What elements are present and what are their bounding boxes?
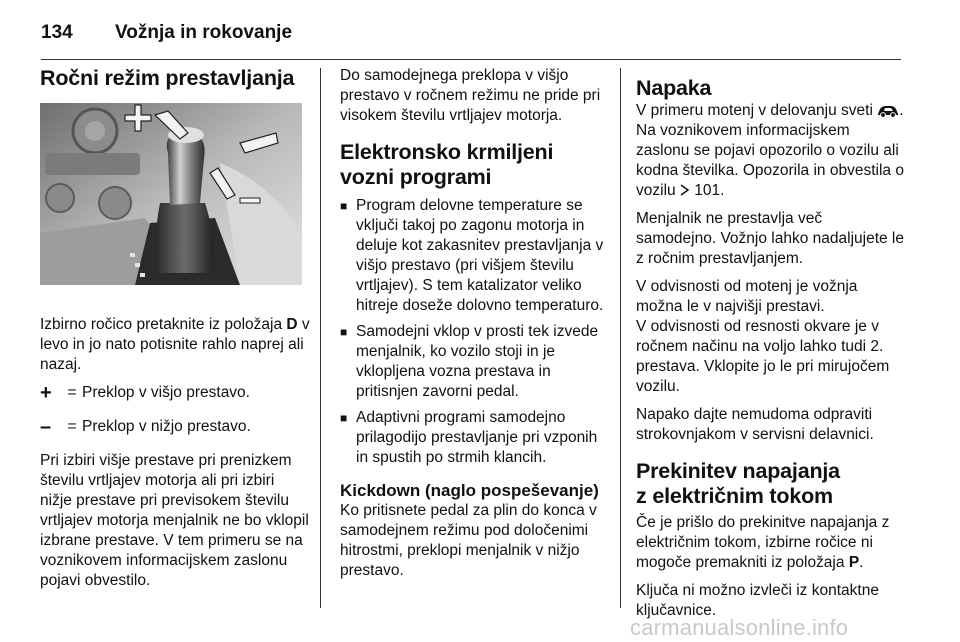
header-rule bbox=[41, 59, 901, 60]
position-p: P bbox=[848, 554, 860, 571]
service-paragraph: Napako dajte nemudoma odpraviti strokovnjakom v servisni delavnici. bbox=[636, 406, 874, 443]
column-divider-1 bbox=[320, 68, 321, 608]
list-item: ■ Samodejni vklop v prosti tek izvede menjalnik, ko vozilo stoji in je vklopljena vozna prestava in pritisnjen zavorni pedal. bbox=[340, 322, 608, 402]
manual-mode-heading: Ročni režim prestavljanja bbox=[40, 66, 295, 90]
downshift-row: – = Preklop v nižjo prestavo. bbox=[40, 416, 251, 438]
minus-icon: – bbox=[40, 416, 52, 438]
kickdown-heading: Kickdown (naglo pospeševanje) bbox=[340, 481, 599, 500]
page-reference-icon bbox=[680, 184, 690, 196]
rpm-note: Pri izbiri višje prestave pri prenizkem številu vrtljajev motorja ali pri izbiri nižje prestave pri previsokem številu vrtljajev motorja menjalnik ne bo vklopil izbrane prestave. V tem primeru se na voznikovem informacijskem zaslonu pojavi obvestilo. bbox=[40, 452, 309, 589]
watermark: carmanualsonline.info bbox=[630, 615, 849, 640]
gear-selector-photo bbox=[40, 103, 302, 285]
severity-paragraph: V odvisnosti od motenj je vožnja možna le v najvišji prestavi. V odvisnosti od resnosti okvare je v ročnem načinu na voljo lahko tudi 2. prestava. Vklopite jo le pri mirujočem vozilu. bbox=[636, 278, 890, 395]
column-1 bbox=[40, 66, 310, 599]
power-interruption-heading: Prekinitev napajanja z električnim tokom bbox=[636, 459, 840, 508]
fault-heading: Napaka bbox=[636, 76, 712, 100]
upshift-text: Preklop v višjo prestavo. bbox=[82, 384, 250, 401]
list-item: ■ Program delovne temperature se vključi takoj po zagonu motorja in deluje kot zakasnitev prestavljanja v višjo prestavo (pri višjem številu vrtljajev). S tem katalizator veliko hitreje doseže dolovno temperaturo. bbox=[340, 196, 608, 316]
car-icon bbox=[877, 104, 899, 118]
power-interruption-paragraph: Če je prišlo do prekinitve napajanja z električnim tokom, izbirne ročice ni mogoče premakniti iz položaja P. bbox=[636, 514, 890, 571]
column-divider-2 bbox=[620, 68, 621, 608]
position-d: D bbox=[286, 316, 298, 333]
page-number: 134 bbox=[41, 22, 73, 43]
upshift-row: + = Preklop v višjo prestavo. bbox=[40, 382, 250, 404]
plus-icon: + bbox=[40, 382, 52, 404]
drive-programs-list bbox=[340, 196, 608, 468]
kickdown-paragraph: Ko pritisnete pedal za plin do konca v samodejnem režimu pod določenimi hitrostmi, preklopi menjalnik v nižjo prestavo. bbox=[340, 502, 597, 579]
downshift-text: Preklop v nižjo prestavo. bbox=[82, 418, 251, 435]
drive-programs-heading: Elektronsko krmiljeni vozni programi bbox=[340, 140, 554, 189]
key-paragraph: Ključa ni možno izvleči iz kontaktne ključavnice. bbox=[636, 582, 879, 619]
no-upshift-paragraph: Do samodejnega preklopa v višjo prestavo v ročnem režimu ne pride pri visokem številu vrtljajev motorja. bbox=[340, 67, 601, 124]
fault-paragraph: V primeru motenj v delovanju sveti . Na voznikovem informacijskem zaslonu se pojavi opozorilo o vozilu ali kodna številka. Opozorila in obvestila o vozilu 101. bbox=[636, 102, 904, 199]
column-2 bbox=[340, 66, 608, 589]
column-3 bbox=[636, 66, 906, 629]
manual-only-paragraph: Menjalnik ne prestavlja več samodejno. Vožnjo lahko nadaljujete le z ročnim prestavljanjem. bbox=[636, 210, 904, 267]
section-title: Vožnja in rokovanje bbox=[115, 22, 293, 43]
list-item: ■ Adaptivni programi samodejno prilagodijo prestavljanje pri vzponih in spustih po strmih klancih. bbox=[340, 408, 608, 468]
intro-paragraph: Izbirno ročico pretaknite iz položaja D v levo in jo nato potisnite rahlo naprej ali nazaj. bbox=[40, 316, 310, 373]
